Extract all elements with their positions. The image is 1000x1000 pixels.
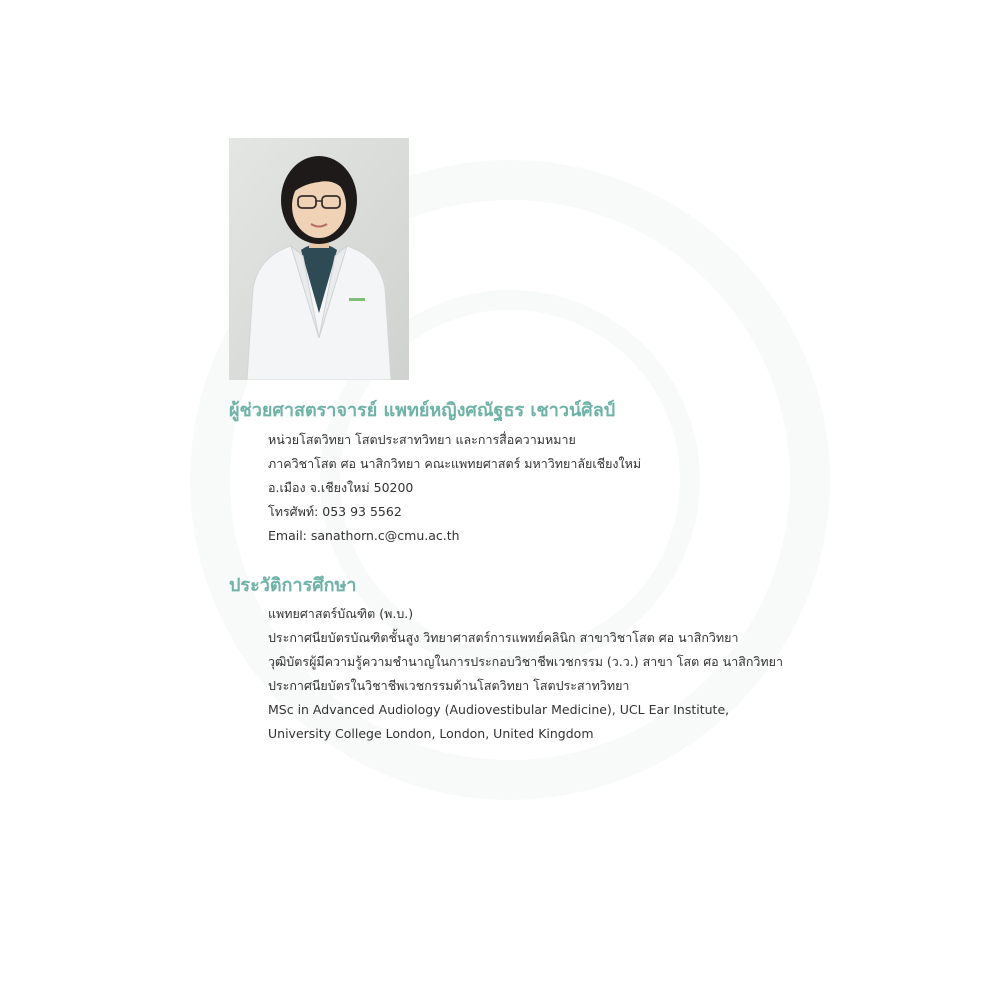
education-item: MSc in Advanced Audiology (Audiovestibular Medicine), UCL Ear Institute,: [268, 702, 730, 717]
education-item: แพทยศาสตร์บัณฑิต (พ.บ.): [268, 606, 414, 621]
education-item: University College London, London, United Kingdom: [268, 726, 594, 741]
education-item: ประกาศนียบัตรในวิชาชีพเวชกรรมด้านโสตวิทยา โสตประสาทวิทยา: [268, 678, 630, 693]
education-item: ประกาศนียบัตรบัณฑิตชั้นสูง วิทยาศาสตร์การแพทย์คลินิก สาขาวิชาโสต ศอ นาสิกวิทยา: [268, 630, 739, 645]
email-text: Email: sanathorn.c@cmu.ac.th: [268, 528, 460, 543]
education-item: วุฒิบัตรผู้มีความรู้ความชำนาญในการประกอบวิชาชีพเวชกรรม (ว.ว.) สาขา โสต ศอ นาสิกวิทยา: [268, 654, 784, 669]
person-name: ผู้ช่วยศาสตราจารย์ แพทย์หญิงศณัฐธร เชาวน์ศิลป์: [229, 400, 616, 421]
department-text: ภาควิชาโสต ศอ นาสิกวิทยา คณะแพทยศาสตร์ มหาวิทยาลัยเชียงใหม่: [268, 456, 642, 471]
profile-photo: [229, 138, 409, 380]
phone-text: โทรศัพท์: 053 93 5562: [268, 504, 402, 519]
education-title: ประวัติการศึกษา: [229, 575, 357, 596]
address-text: อ.เมือง จ.เชียงใหม่ 50200: [268, 480, 414, 495]
unit-text: หน่วยโสตวิทยา โสตประสาทวิทยา และการสื่อความหมาย: [268, 432, 576, 447]
education-list: [268, 602, 888, 746]
contact-info: [268, 428, 828, 548]
